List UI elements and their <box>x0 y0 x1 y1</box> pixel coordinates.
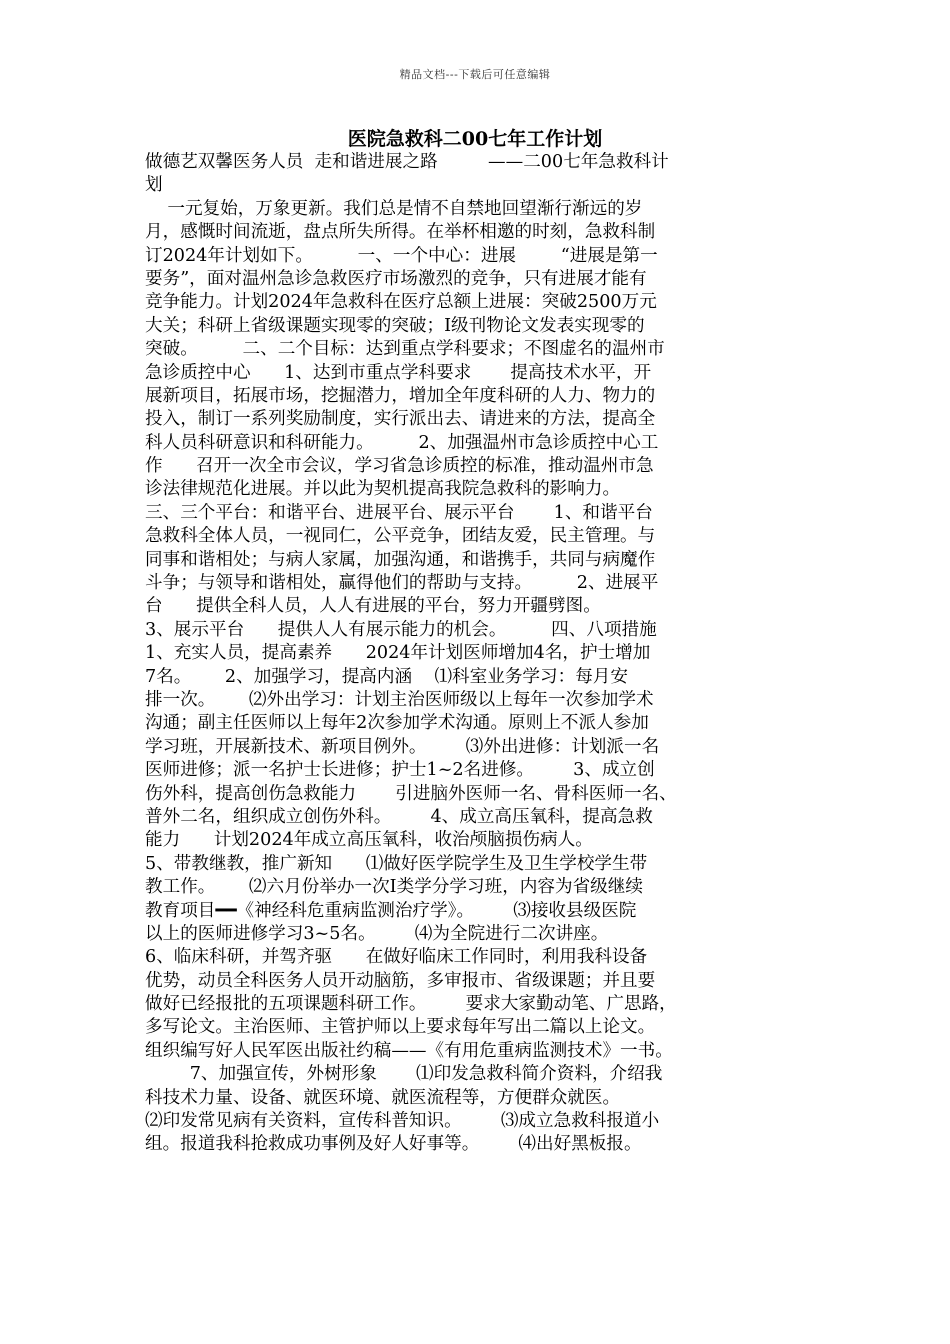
body-line: 以上的医师进修学习3~5名。 ⑷为全院进行二次讲座。 <box>145 923 609 944</box>
body-line: 科人员科研意识和科研能力。 2、加强温州市急诊质控中心工 <box>145 432 659 453</box>
body-line: 教育项目━━《神经科危重病监测治疗学》。 ⑶接收县级医院 <box>145 900 637 921</box>
body-line: 科技术力量、设备、就医环境、就医流程等，方便群众就医。 <box>145 1087 621 1108</box>
body-line: 同事和谐相处；与病人家属，加强沟通，和谐携手，共同与病魔作 <box>145 549 656 570</box>
body-line: 组织编写好人民军医出版社约稿——《有用危重病监测技术》一书。 <box>145 1040 673 1061</box>
document-title: 医院急救科二00七年工作计划 <box>347 128 603 150</box>
body-line: 6、临床科研，并驾齐驱 在做好临床工作同时，利用我科设备 <box>145 947 648 968</box>
body-line: 竞争能力。计划2024年急救科在医疗总额上进展：突破2500万元 <box>145 292 657 313</box>
body-line: 7、加强宣传，外树形象 ⑴印发急救科简介资料，介绍我 <box>145 1064 663 1085</box>
body-line: 投入，制订一系列奖励制度，实行派出去、请进来的方法，提高全 <box>145 409 656 430</box>
body-line: 组。报道我科抢救成功事例及好人好事等。 ⑷出好黑板报。 <box>145 1134 642 1155</box>
body-line: 一元复始，万象更新。我们总是情不自禁地回望渐行渐远的岁 <box>145 198 643 219</box>
body-line: 台 提供全科人员，人人有进展的平台，努力开疆劈图。 <box>145 596 601 617</box>
body-line: 突破。 二、二个目标：达到重点学科要求；不图虚名的温州市 <box>145 339 665 360</box>
document-body <box>145 151 813 1157</box>
body-line: 急诊质控中心 1、达到市重点学科要求 提高技术水平，开 <box>145 362 652 383</box>
body-line: 划 <box>145 175 163 196</box>
body-line: 月，感慨时间流逝，盘点所失所得。在举杯相邀的时刻，急救科制 <box>145 222 656 243</box>
body-line: 作 召开一次全市会议，学习省急诊质控的标准，推动温州市急 <box>145 456 654 477</box>
body-line: 7名。 2、加强学习，提高内涵 ⑴科室业务学习：每月安 <box>145 666 628 687</box>
body-line: 教工作。 ⑵六月份举办一次Ⅰ类学分学习班，内容为省级继续 <box>145 877 643 898</box>
body-line: 做好已经报批的五项课题科研工作。 要求大家勤动笔、广思路， <box>145 994 677 1015</box>
body-line: 诊法律规范化进展。并以此为契机提高我院急救科的影响力。 <box>145 479 621 500</box>
header-note: 精品文档---下载后可任意编辑 <box>399 68 551 81</box>
body-line: 排一次。 ⑵外出学习：计划主治医师级以上每年一次参加学术 <box>145 689 654 710</box>
body-line: 伤外科，提高创伤急救能力 引进脑外医师一名、骨科医师一名、 <box>145 783 677 804</box>
body-line: 做德艺双馨医务人员 走和谐进展之路 ——二00七年急救科计 <box>145 152 669 172</box>
body-line: 能力 计划2024年成立高压氧科，收治颅脑损伤病人。 <box>145 830 593 851</box>
body-line: 三、三个平台：和谐平台、进展平台、展示平台 1、和谐平台 <box>145 502 653 523</box>
body-line: 多写论文。主治医师、主管护师以上要求每年写出二篇以上论文。 <box>145 1017 656 1038</box>
body-line: ⑵印发常见病有关资料，宣传科普知识。 ⑶成立急救科报道小 <box>145 1111 660 1132</box>
body-line: 1、充实人员，提高素养 2024年计划医师增加4名，护士增加 <box>145 643 651 664</box>
body-line: 普外二名，组织成立创伤外科。 4、成立高压氧科，提高急救 <box>145 806 653 827</box>
body-line: 斗争；与领导和谐相处，赢得他们的帮助与支持。 2、进展平 <box>145 573 659 594</box>
body-line: 大关；科研上省级课题实现零的突破；Ⅰ级刊物论文发表实现零的 <box>145 315 645 336</box>
body-line: 3、展示平台 提供人人有展示能力的机会。 四、八项措施 <box>145 619 657 640</box>
body-line: 学习班，开展新技术、新项目例外。 ⑶外出进修：计划派一名 <box>145 736 660 757</box>
body-line: 要务”，面对温州急诊急救医疗市场激烈的竞争，只有进展才能有 <box>145 268 647 289</box>
body-line: 优势，动员全科医务人员开动脑筋，多审报市、省级课题；并且要 <box>145 970 656 991</box>
body-line: 急救科全体人员，一视同仁，公平竞争，团结友爱，民主管理。与 <box>145 526 656 547</box>
body-line: 订2024年计划如下。 一、一个中心：进展 “进展是第一 <box>145 245 658 266</box>
body-line: 展新项目，拓展市场，挖掘潜力，增加全年度科研的人力、物力的 <box>145 385 656 406</box>
body-line: 5、带教继教，推广新知 ⑴做好医学院学生及卫生学校学生带 <box>145 853 648 874</box>
body-line: 沟通；副主任医师以上每年2次参加学术沟通。原则上不派人参加 <box>145 713 649 734</box>
body-line: 医师进修；派一名护士长进修；护士1~2名进修。 3、成立创 <box>145 760 655 781</box>
